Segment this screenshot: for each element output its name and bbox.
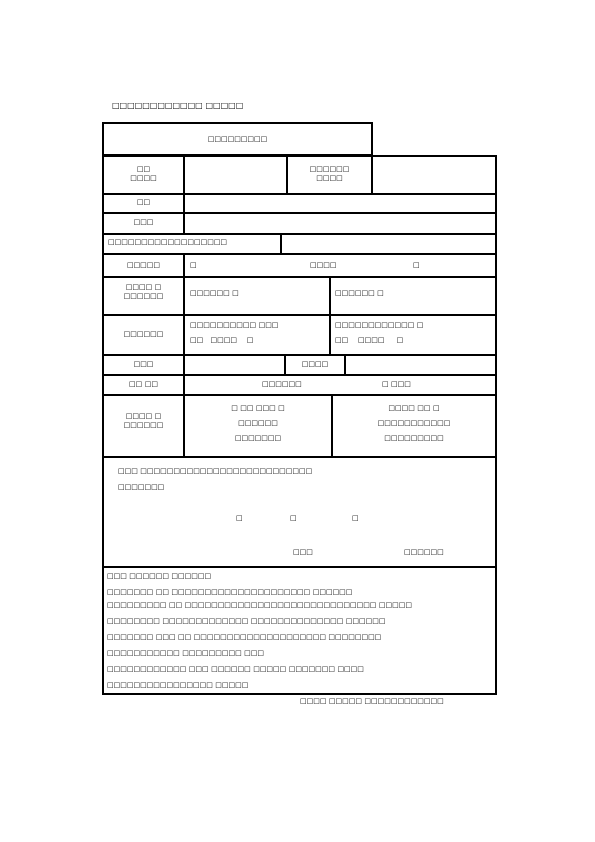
type-label: □□□□ □ □□□□□□ — [123, 283, 164, 300]
period-label: □□□□□ — [126, 261, 161, 269]
amount-b-line1: □□□□□□□□□□□□ □ — [335, 321, 424, 329]
amount-a-line1: □□□□□□□□□□ □□□ — [190, 321, 279, 329]
method-b-line3: □□□□□□□□□ — [384, 434, 444, 442]
id-field[interactable] — [373, 157, 495, 193]
phone-field[interactable] — [185, 214, 495, 233]
form-header-note: □□□□□□□□□□□□ □□□□□ — [112, 101, 244, 110]
period-value-2: □□□□ — [310, 261, 337, 269]
bank-value-2: □ □□□ — [382, 380, 411, 388]
declaration-year: □ — [236, 514, 243, 522]
note-line: □□□□□□□□□ □□ □□□□□□□□□□□□□□□□□□□□□□□□□□□□□ □□□□□ — [107, 601, 412, 609]
declaration-day: □ — [352, 514, 359, 522]
declaration-line2: □□□□□□□ — [118, 483, 165, 491]
business-field[interactable] — [282, 235, 495, 253]
declaration-month: □ — [290, 514, 297, 522]
name-field[interactable] — [185, 157, 285, 193]
period-value-1: □ — [190, 261, 197, 269]
date-label: □□□ — [133, 360, 154, 368]
note-line: □□□□□□□□□□□□□□□□ □□□□□ — [107, 681, 249, 689]
bank-label: □□ □□ — [129, 380, 158, 388]
date-field-2[interactable] — [346, 356, 495, 374]
applicant-sign: □□□□□□ — [404, 548, 444, 556]
form-title-box — [102, 122, 373, 156]
method-a-line3: □□□□□□□ — [234, 434, 282, 442]
note-line: □□□□□□□□□□□ □□□□□□□□□ □□□ — [107, 649, 264, 657]
type-option-b[interactable]: □□□□□□ □ — [335, 289, 384, 297]
note-line: □□□□□□□ □□ □□□□□□□□□□□□□□□□□□□□□ □□□□□□ — [107, 588, 353, 596]
method-b-line2: □□□□□□□□□□□ — [377, 419, 451, 427]
date-label-2: □□□□ — [301, 360, 329, 368]
business-label: □□□□□□□□□□□□□□□□□□ — [108, 238, 228, 246]
note-line: □□□ □□□□□□ □□□□□□ — [107, 572, 212, 580]
amount-label: □□□□□□ — [123, 330, 164, 338]
amount-a-line2: □□ □□□□ □ — [190, 336, 254, 344]
method-a-line1: □ □□ □□□ □ — [231, 404, 285, 412]
note-line: □□□□□□□□ □□□□□□□□□□□□□ □□□□□□□□□□□□□□ □□□□□□ — [107, 617, 386, 625]
form-title: □□□□□□□□□ — [207, 135, 268, 143]
id-label: □□□□□□ □□□□ — [309, 165, 350, 182]
phone-label: □□□ — [133, 218, 154, 226]
address-label: □□ — [136, 198, 151, 206]
note-line: □□□□□□□□□□□□ □□□ □□□□□□ □□□□□ □□□□□□□ □□□□ — [107, 665, 364, 673]
applicant-label: □□□ — [293, 548, 313, 556]
declaration-line1: □□□ □□□□□□□□□□□□□□□□□□□□□□□□□□ — [118, 467, 313, 475]
bank-value-1: □□□□□□ — [262, 380, 302, 388]
type-option-a[interactable]: □□□□□□ □ — [190, 289, 239, 297]
name-label: □□ □□□□ — [130, 165, 157, 182]
address-field[interactable] — [185, 195, 495, 212]
method-label: □□□□ □ □□□□□□ — [123, 412, 164, 429]
amount-b-line2: □□ □□□□ □ — [335, 336, 404, 344]
note-line: □□□□□□□ □□□ □□ □□□□□□□□□□□□□□□□□□□□ □□□□□□□□ — [107, 633, 382, 641]
notes-box — [102, 566, 497, 695]
form-footer: □□□□ □□□□□ □□□□□□□□□□□□ — [300, 697, 444, 705]
method-b-line1: □□□□ □□ □ — [388, 404, 440, 412]
method-a-line2: □□□□□□ — [238, 419, 278, 427]
date-field[interactable] — [185, 356, 283, 374]
period-value-3: □ — [413, 261, 420, 269]
